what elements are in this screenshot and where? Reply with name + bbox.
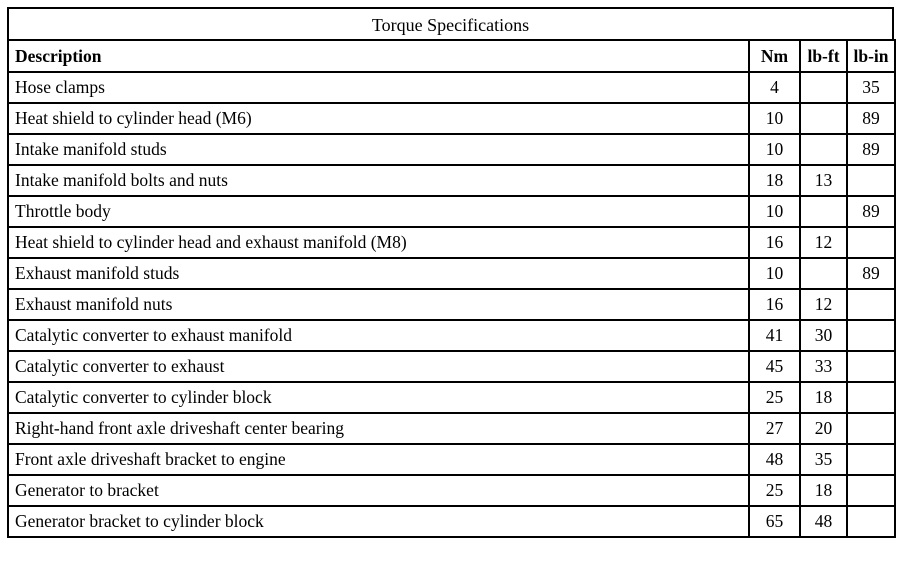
cell-lb-ft (800, 72, 847, 103)
cell-lb-ft (800, 134, 847, 165)
cell-nm: 10 (749, 134, 800, 165)
cell-nm: 48 (749, 444, 800, 475)
cell-lb-ft: 33 (800, 351, 847, 382)
cell-description: Intake manifold studs (8, 134, 749, 165)
cell-lb-ft (800, 258, 847, 289)
cell-nm: 10 (749, 196, 800, 227)
cell-lb-in: 89 (847, 134, 895, 165)
torque-spec-table (7, 39, 896, 538)
cell-lb-ft: 48 (800, 506, 847, 537)
cell-description: Exhaust manifold studs (8, 258, 749, 289)
cell-description: Catalytic converter to exhaust manifold (8, 320, 749, 351)
cell-nm: 16 (749, 227, 800, 258)
table-row (8, 444, 895, 475)
cell-nm: 65 (749, 506, 800, 537)
cell-nm: 25 (749, 382, 800, 413)
cell-description: Catalytic converter to cylinder block (8, 382, 749, 413)
cell-nm: 41 (749, 320, 800, 351)
table-row (8, 103, 895, 134)
cell-nm: 18 (749, 165, 800, 196)
cell-lb-ft: 35 (800, 444, 847, 475)
cell-description: Catalytic converter to exhaust (8, 351, 749, 382)
cell-description: Right-hand front axle driveshaft center bearing (8, 413, 749, 444)
cell-description: Throttle body (8, 196, 749, 227)
cell-lb-ft: 20 (800, 413, 847, 444)
cell-description: Generator bracket to cylinder block (8, 506, 749, 537)
cell-lb-ft: 30 (800, 320, 847, 351)
table-row (8, 351, 895, 382)
header-lb-in: lb-in (847, 40, 895, 72)
table-row (8, 72, 895, 103)
cell-lb-in (847, 320, 895, 351)
cell-lb-in (847, 444, 895, 475)
cell-lb-in: 89 (847, 196, 895, 227)
header-nm: Nm (749, 40, 800, 72)
cell-nm: 4 (749, 72, 800, 103)
header-lb-ft: lb-ft (800, 40, 847, 72)
table-row (8, 227, 895, 258)
cell-lb-ft: 12 (800, 227, 847, 258)
cell-lb-ft: 18 (800, 475, 847, 506)
table-row (8, 382, 895, 413)
table-row (8, 134, 895, 165)
header-description: Description (8, 40, 749, 72)
cell-description: Generator to bracket (8, 475, 749, 506)
table-row (8, 475, 895, 506)
cell-lb-ft (800, 103, 847, 134)
cell-lb-in (847, 351, 895, 382)
cell-lb-in (847, 413, 895, 444)
cell-lb-in (847, 506, 895, 537)
cell-nm: 10 (749, 258, 800, 289)
cell-description: Exhaust manifold nuts (8, 289, 749, 320)
table-row (8, 413, 895, 444)
cell-lb-in (847, 475, 895, 506)
cell-lb-ft: 13 (800, 165, 847, 196)
cell-description: Intake manifold bolts and nuts (8, 165, 749, 196)
cell-lb-in: 89 (847, 103, 895, 134)
cell-description: Hose clamps (8, 72, 749, 103)
cell-nm: 10 (749, 103, 800, 134)
cell-lb-in (847, 165, 895, 196)
table-title: Torque Specifications (7, 7, 894, 39)
cell-lb-in (847, 382, 895, 413)
cell-lb-in: 35 (847, 72, 895, 103)
table-row (8, 289, 895, 320)
cell-lb-in (847, 289, 895, 320)
table-row (8, 320, 895, 351)
cell-nm: 25 (749, 475, 800, 506)
cell-description: Heat shield to cylinder head (M6) (8, 103, 749, 134)
header-row (8, 40, 895, 72)
cell-lb-ft: 18 (800, 382, 847, 413)
table-row (8, 506, 895, 537)
torque-spec-table-container (7, 7, 894, 538)
cell-lb-ft: 12 (800, 289, 847, 320)
cell-nm: 16 (749, 289, 800, 320)
table-row (8, 196, 895, 227)
table-row (8, 258, 895, 289)
table-row (8, 165, 895, 196)
cell-description: Heat shield to cylinder head and exhaust manifold (M8) (8, 227, 749, 258)
cell-lb-in (847, 227, 895, 258)
cell-description: Front axle driveshaft bracket to engine (8, 444, 749, 475)
cell-lb-in: 89 (847, 258, 895, 289)
cell-lb-ft (800, 196, 847, 227)
cell-nm: 45 (749, 351, 800, 382)
cell-nm: 27 (749, 413, 800, 444)
